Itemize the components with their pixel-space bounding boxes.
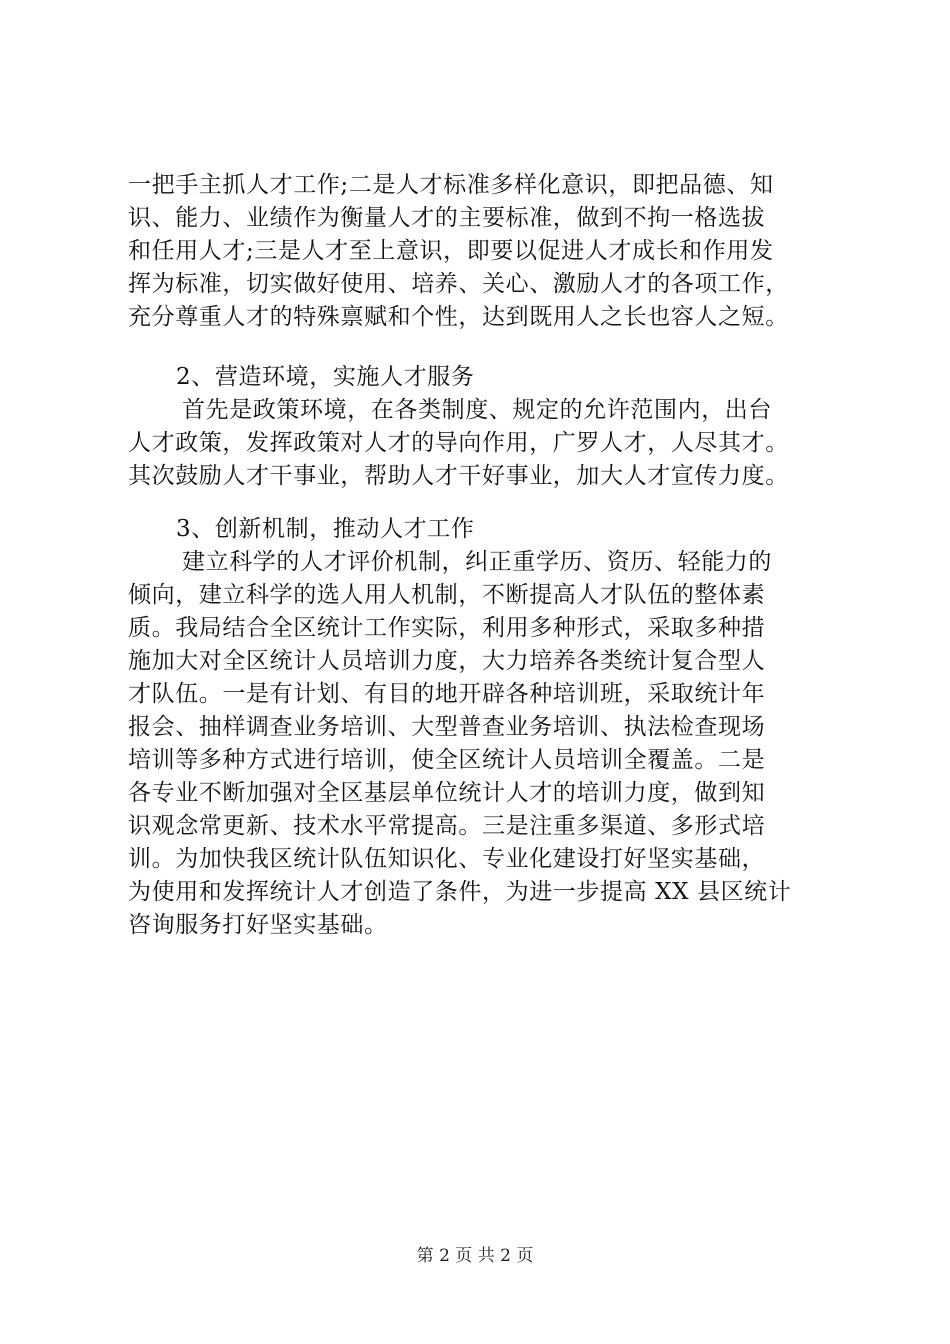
- paragraph-line: 施加大对全区统计人员培训力度，大力培养各类统计复合型人: [128, 648, 766, 674]
- paragraph-line: 和任用人才;三是人才至上意识，即要以促进人才成长和作用发: [128, 238, 774, 264]
- paragraph-line: 首先是政策环境，在各类制度、规定的允许范围内，出台: [182, 397, 772, 423]
- section-heading: 3、创新机制，推动人才工作: [176, 516, 475, 542]
- paragraph-line: 各专业不断加强对全区基层单位统计人才的培训力度，做到知: [128, 780, 766, 806]
- paragraph-line: 人才政策，发挥政策对人才的导向作用，广罗人才，人尽其才。: [128, 430, 789, 456]
- paragraph-line: 识、能力、业绩作为衡量人才的主要标准，做到不拘一格选拔: [128, 205, 766, 231]
- paragraph-line: 培训等多种方式进行培训，使全区统计人员培训全覆盖。二是: [128, 747, 766, 773]
- section-heading: 2、营造环境，实施人才服务: [176, 364, 475, 390]
- paragraph-line: 挥为标准，切实做好使用、培养、关心、激励人才的各项工作，: [128, 271, 789, 297]
- paragraph-line: 建立科学的人才评价机制，纠正重学历、资历、轻能力的: [182, 549, 772, 575]
- page-number-footer: 第 2 页 共 2 页: [416, 1246, 534, 1266]
- paragraph-line: 报会、抽样调查业务培训、大型普查业务培训、执法检查现场: [128, 714, 766, 740]
- paragraph-line: 质。我局结合全区统计工作实际，利用多种形式，采取多种措: [128, 615, 766, 641]
- paragraph-line: 其次鼓励人才干事业，帮助人才干好事业，加大人才宣传力度。: [128, 463, 789, 489]
- paragraph-line: 才队伍。一是有计划、有目的地开辟各种培训班，采取统计年: [128, 681, 766, 707]
- paragraph-line: 充分尊重人才的特殊禀赋和个性，达到既用人之长也容人之短。: [128, 304, 789, 330]
- paragraph-line: 咨询服务打好坚实基础。: [128, 912, 388, 938]
- paragraph-line: 识观念常更新、技术水平常提高。三是注重多渠道、多形式培: [128, 813, 766, 839]
- paragraph-line: 一把手主抓人才工作;二是人才标准多样化意识，即把品德、知: [128, 172, 774, 198]
- paragraph-line: 倾向，建立科学的选人用人机制，不断提高人才队伍的整体素: [128, 582, 766, 608]
- paragraph-line: 为使用和发挥统计人才创造了条件，为进一步提高 XX 县区统计: [128, 879, 792, 905]
- paragraph-line: 训。为加快我区统计队伍知识化、专业化建设打好坚实基础，: [128, 846, 766, 872]
